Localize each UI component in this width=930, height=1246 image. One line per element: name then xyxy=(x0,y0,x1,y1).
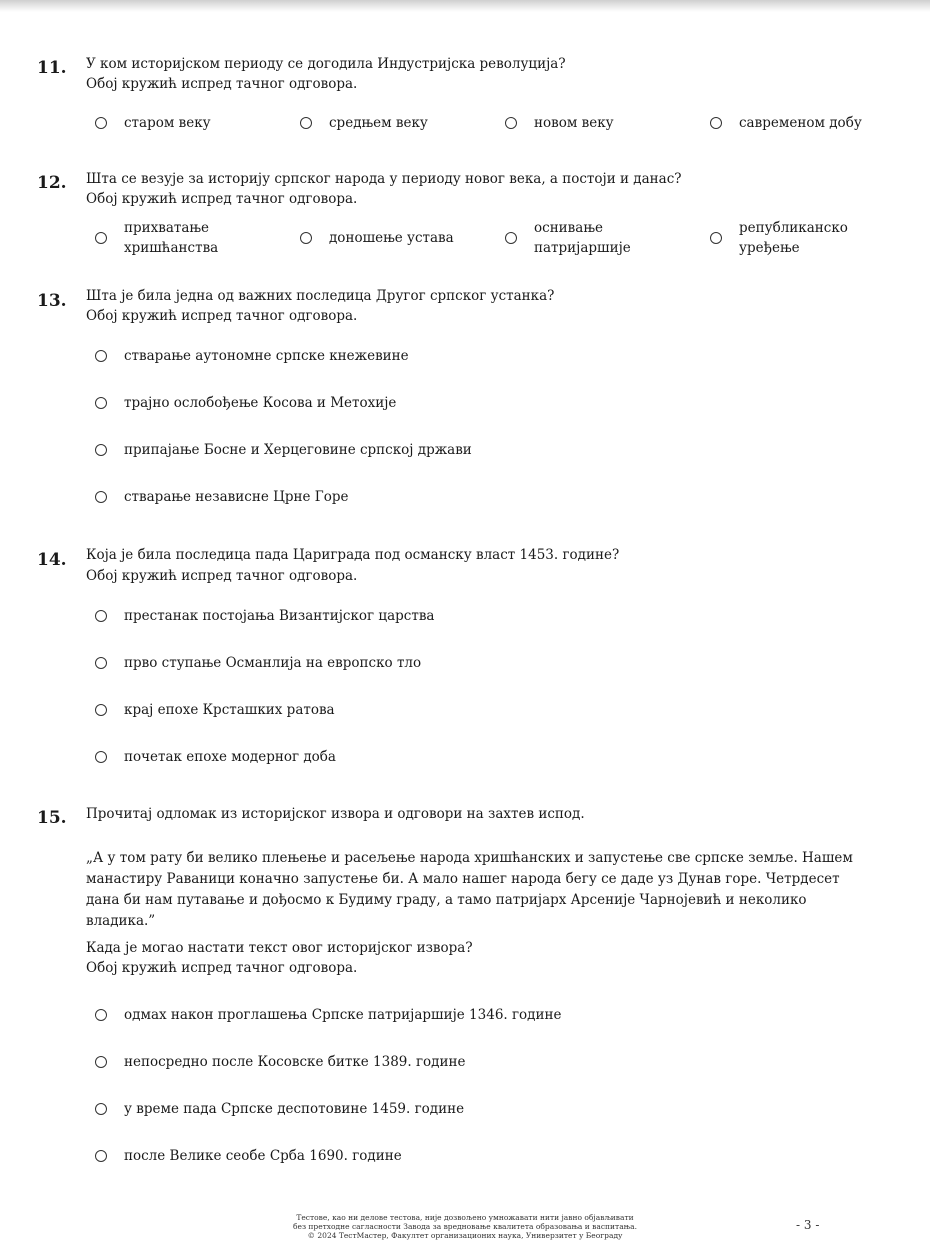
historical-source-quote: „А у том рату би велико плењење и расељење народа хришћанских и запустење све српске земље. Нашем манастиру Раваници коначно запустење би. А мало нашег народа бегу се даде уз Дунав горе. Четрдесет дана би нам путавање и дођосмо к Будиму граду, а тамо патријарх Арсеније Чарнојевић и неколико владика.” xyxy=(86,850,853,929)
page-footer xyxy=(200,1213,730,1240)
answer-option[interactable] xyxy=(95,653,421,673)
answer-label: после Велике сеобе Срба 1690. године xyxy=(124,1148,402,1164)
question-number: 13. xyxy=(37,291,67,311)
answer-option[interactable] xyxy=(95,700,335,720)
answer-option[interactable] xyxy=(95,487,349,507)
radio-circle-icon[interactable] xyxy=(95,1103,107,1115)
answer-label: стварање аутономне српске кнежевине xyxy=(124,348,409,364)
radio-circle-icon[interactable] xyxy=(710,117,722,129)
radio-circle-icon[interactable] xyxy=(505,117,517,129)
radio-circle-icon[interactable] xyxy=(95,1056,107,1068)
answer-option[interactable] xyxy=(95,113,211,133)
radio-circle-icon[interactable] xyxy=(95,397,107,409)
question-instruction: Обој кружић испред тачног одговора. xyxy=(86,960,358,976)
answer-label: трајно ослобођење Косова и Метохије xyxy=(124,395,397,411)
answer-option[interactable] xyxy=(300,228,454,248)
question-text: Шта је била једна од важних последица Другог српског устанка? xyxy=(86,288,555,304)
radio-circle-icon[interactable] xyxy=(95,610,107,622)
radio-circle-icon[interactable] xyxy=(95,444,107,456)
answer-label: новом веку xyxy=(534,115,614,131)
radio-circle-icon[interactable] xyxy=(95,751,107,763)
footer-line: без претходне сагласности Завода за вредновање квалитета образовања и васпитања. xyxy=(292,1222,637,1231)
answer-option[interactable] xyxy=(300,113,428,133)
answer-label: средњем веку xyxy=(329,115,428,131)
question-number: 15. xyxy=(37,808,67,828)
answer-option[interactable] xyxy=(95,220,264,256)
question-instruction: Обој кружић испред тачног одговора. xyxy=(86,191,358,207)
answer-label: почетак епохе модерног доба xyxy=(124,749,336,765)
answer-label: стварање независне Црне Горе xyxy=(124,489,349,505)
question-text: Шта се везује за историју српског народа у периоду новог века, а постоји и данас? xyxy=(86,171,682,187)
page-number: - 3 - xyxy=(796,1218,820,1232)
answer-label: републиканско уређење xyxy=(739,220,848,256)
question-text: Прочитај одломак из историјског извора и одговори на захтев испод. xyxy=(86,806,585,822)
answer-label: прихватање хришћанства xyxy=(124,220,219,256)
answer-option[interactable] xyxy=(95,440,472,460)
answer-label: непосредно после Косовске битке 1389. године xyxy=(124,1054,466,1070)
answer-label: савременом добу xyxy=(739,115,862,131)
radio-circle-icon[interactable] xyxy=(95,117,107,129)
radio-circle-icon[interactable] xyxy=(300,232,312,244)
answer-option[interactable] xyxy=(95,1005,561,1025)
answer-label: престанак постојања Византијског царства xyxy=(124,608,435,624)
radio-circle-icon[interactable] xyxy=(300,117,312,129)
radio-circle-icon[interactable] xyxy=(95,1150,107,1162)
radio-circle-icon[interactable] xyxy=(505,232,517,244)
answer-option[interactable] xyxy=(95,346,409,366)
answer-label: оснивање патријаршије xyxy=(534,220,631,256)
answer-label: у време пада Српске деспотовине 1459. године xyxy=(124,1101,465,1117)
question-instruction: Обој кружић испред тачног одговора. xyxy=(86,76,358,92)
answer-label: крај епохе Крсташких ратова xyxy=(124,702,335,718)
answer-option[interactable] xyxy=(710,220,854,256)
answer-option[interactable] xyxy=(710,113,862,133)
radio-circle-icon[interactable] xyxy=(95,657,107,669)
answer-label: доношење устава xyxy=(329,230,454,246)
radio-circle-icon[interactable] xyxy=(95,491,107,503)
radio-circle-icon[interactable] xyxy=(95,1009,107,1021)
answer-option[interactable] xyxy=(95,1052,465,1072)
answer-label: припајање Босне и Херцеговине српској држави xyxy=(124,442,472,458)
answer-option[interactable] xyxy=(95,606,434,626)
answer-option[interactable] xyxy=(505,220,644,256)
page-top-shadow xyxy=(0,0,930,12)
question-subtext: Када је могао настати текст овог историјског извора? xyxy=(86,940,473,956)
answer-label: одмах након проглашења Српске патријаршије 1346. године xyxy=(124,1007,562,1023)
answer-label: старом веку xyxy=(124,115,211,131)
question-text: Која је била последица пада Цариграда под османску власт 1453. године? xyxy=(86,547,620,563)
radio-circle-icon[interactable] xyxy=(95,704,107,716)
footer-line: © 2024 ТестМастер, Факултет организационих наука, Универзитет у Београду xyxy=(307,1231,623,1240)
answer-option[interactable] xyxy=(95,1146,402,1166)
answer-option[interactable] xyxy=(95,747,336,767)
radio-circle-icon[interactable] xyxy=(710,232,722,244)
answer-option[interactable] xyxy=(505,113,614,133)
question-number: 11. xyxy=(37,58,67,78)
question-number: 14. xyxy=(37,550,67,570)
answer-label: прво ступање Османлија на европско тло xyxy=(124,655,422,671)
question-text: У ком историјском периоду се догодила Индустријска револуција? xyxy=(86,56,566,72)
radio-circle-icon[interactable] xyxy=(95,350,107,362)
radio-circle-icon[interactable] xyxy=(95,232,107,244)
question-instruction: Обој кружић испред тачног одговора. xyxy=(86,568,358,584)
answer-option[interactable] xyxy=(95,393,396,413)
question-number: 12. xyxy=(37,173,67,193)
answer-option[interactable] xyxy=(95,1099,464,1119)
footer-line: Тестове, као ни делове тестова, није дозвољено умножавати нити јавно објављивати xyxy=(296,1213,634,1222)
question-instruction: Обој кружић испред тачног одговора. xyxy=(86,308,358,324)
